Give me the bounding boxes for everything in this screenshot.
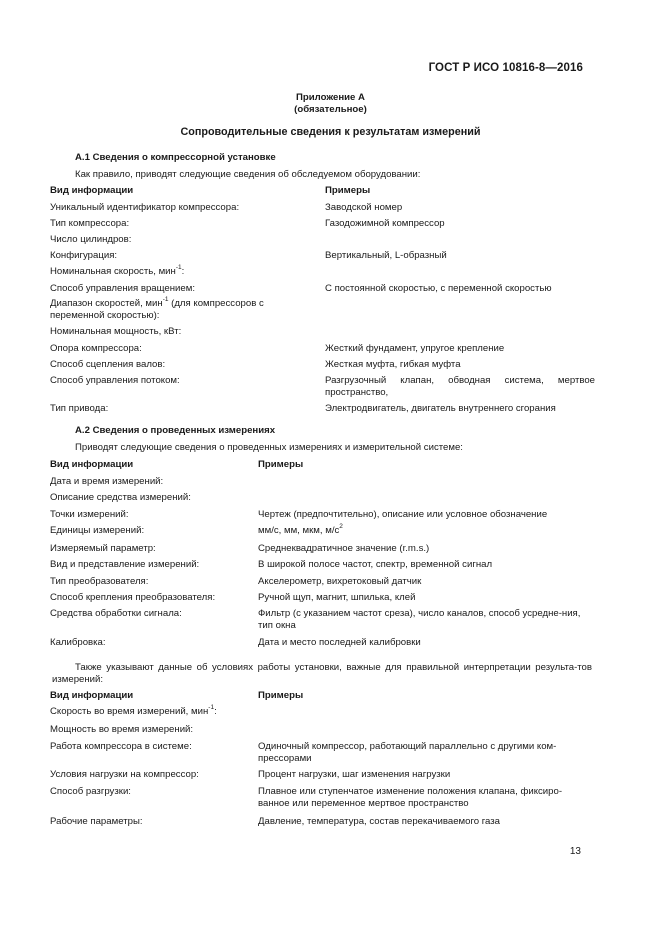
section-a2-intro2: Также указывают данные об условиях работы установки, важные для правильной интерпретации результа-тов измерений:: [52, 662, 592, 685]
table1-col-key: Вид информации: [50, 185, 134, 196]
appendix-subtitle: (обязательное): [294, 104, 367, 115]
document-heading: Сопроводительные сведения к результатам измерений: [180, 126, 481, 138]
section-a1-intro: Как правило, приводят следующие сведения об обследуемом оборудовании:: [75, 169, 421, 180]
document-page: ГОСТ Р ИСО 10816-8—2016 Приложение А (обязательное) Сопроводительные сведения к результатам измерений А.1 Сведения о компрессорной установке Как правило, приводят следующие сведения об обследуемом оборудовании: Вид информации Примеры Уникальный идентификатор компрессора: Заводской номер Тип компрессора: Газодожимной компрессор Число цилиндров: Конфигурация: Вертикальный, L-образный Номинальная скорость, мин$^{-1}$: Способ управления вращением: С постоянной скоростью, с переменной скоростью Диапазон скоростей, мин$^{-1}$ (для компрессоров с переменной скоростью): Номинальная мощность, кВт: Опора компрессора: Жесткий фундамент, упругое крепление Способ сцепления валов: Жесткая муфта, гибкая муфта Способ управления потоком: Разгрузочный клапан, обводная система, мертвое пространство, Тип привода: Электродвигатель, двигатель внутреннего сгорания А.2 Сведения о проведенных измерениях Приводят следующие сведения о проведенных измерениях и измерительной системе: Вид информации Примеры Дата и время измерений: Описание средства измерений: Точки измерений: Чертеж (предпочтительно), описание или условное обозначение Единицы измерений: мм/с, мм, мкм, $м/с^2$ Измеряемый параметр: Среднеквадратичное значение (r.m.s.) Вид и представление измерений: В широкой полосе частот, спектр, временной сигнал Тип преобразователя: Акселерометр, вихретоковый датчик Способ крепления преобразователя: Ручной щуп, магнит, шпилька, клей Средства обработки сигнала: Фильтр (с указанием частот среза), число каналов, способ усредне-ния, тип окна Калибровка: Дата и место последней калибровки Также указывают данные об условиях работы установки, важные для правильной интерпретации результа-тов измерений: Вид информации Примеры Скорость во время измерений, мин$^{-1}$: Мощность во время измерений: Работа компрессора в системе: Одиночный компрессор, работающий параллельно с другими ком-прессорами Условия нагрузки на компрессор: Процент нагрузки, шаг изменения нагрузки Способ разгрузки: Плавное или ступенчатое изменение положения клапана, фиксиро-ванное или переменное мертвое пространство Рабочие параметры: Давление, температура, состав перекачиваемого газа 13: [0, 0, 661, 935]
standard-designation: ГОСТ Р ИСО 10816-8—2016: [428, 62, 583, 74]
section-a1-title: А.1 Сведения о компрессорной установке: [75, 152, 276, 163]
page-number: 13: [569, 846, 581, 857]
appendix-title: Приложение А: [296, 92, 365, 103]
table1-col-val: Примеры: [325, 185, 371, 196]
table3-col-key: Вид информации: [50, 690, 134, 701]
table2-col-key: Вид информации: [50, 459, 134, 470]
table3-col-val: Примеры: [258, 690, 304, 701]
section-a2-intro: Приводят следующие сведения о проведенных измерениях и измерительной системе:: [75, 442, 463, 453]
section-a2-title: А.2 Сведения о проведенных измерениях: [75, 425, 276, 436]
table2-col-val: Примеры: [258, 459, 304, 470]
